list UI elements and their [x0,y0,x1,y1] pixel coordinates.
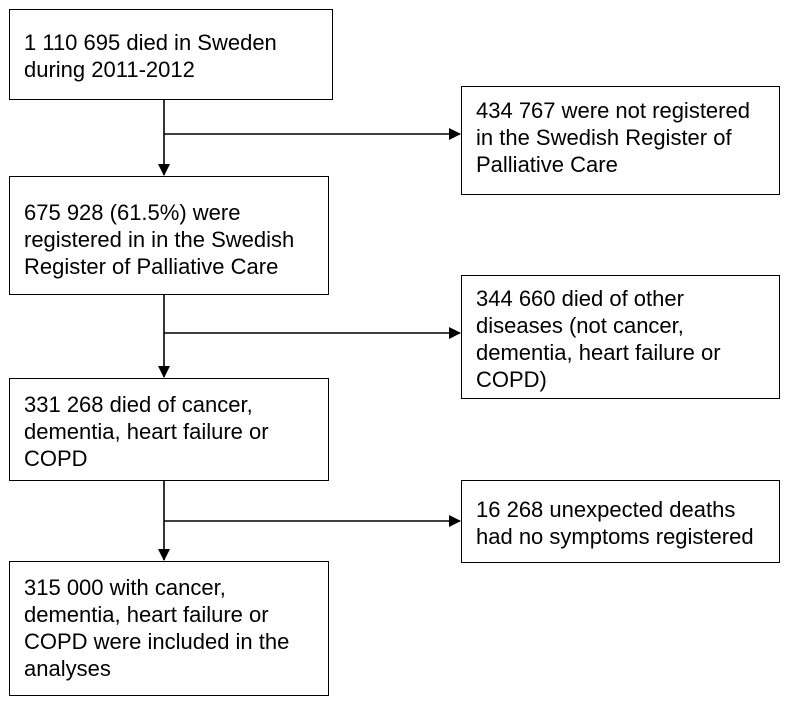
total-deaths-box: 1 110 695 died in Sweden during 2011-2012 [9,9,333,100]
other-diseases-box: 344 660 died of other diseases (not cancer, dementia, heart failure or COPD) [461,275,780,399]
registered-box: 675 928 (61.5%) were registered in in the Swedish Register of Palliative Care [9,176,329,295]
cancer-dementia-box: 331 268 died of cancer, dementia, heart failure or COPD [9,378,329,481]
not-registered-box: 434 767 were not registered in the Swedish Register of Palliative Care [461,86,780,195]
unexpected-deaths-box: 16 268 unexpected deaths had no symptoms registered [461,480,780,563]
included-box: 315 000 with cancer, dementia, heart failure or COPD were included in the analyses [9,561,329,696]
